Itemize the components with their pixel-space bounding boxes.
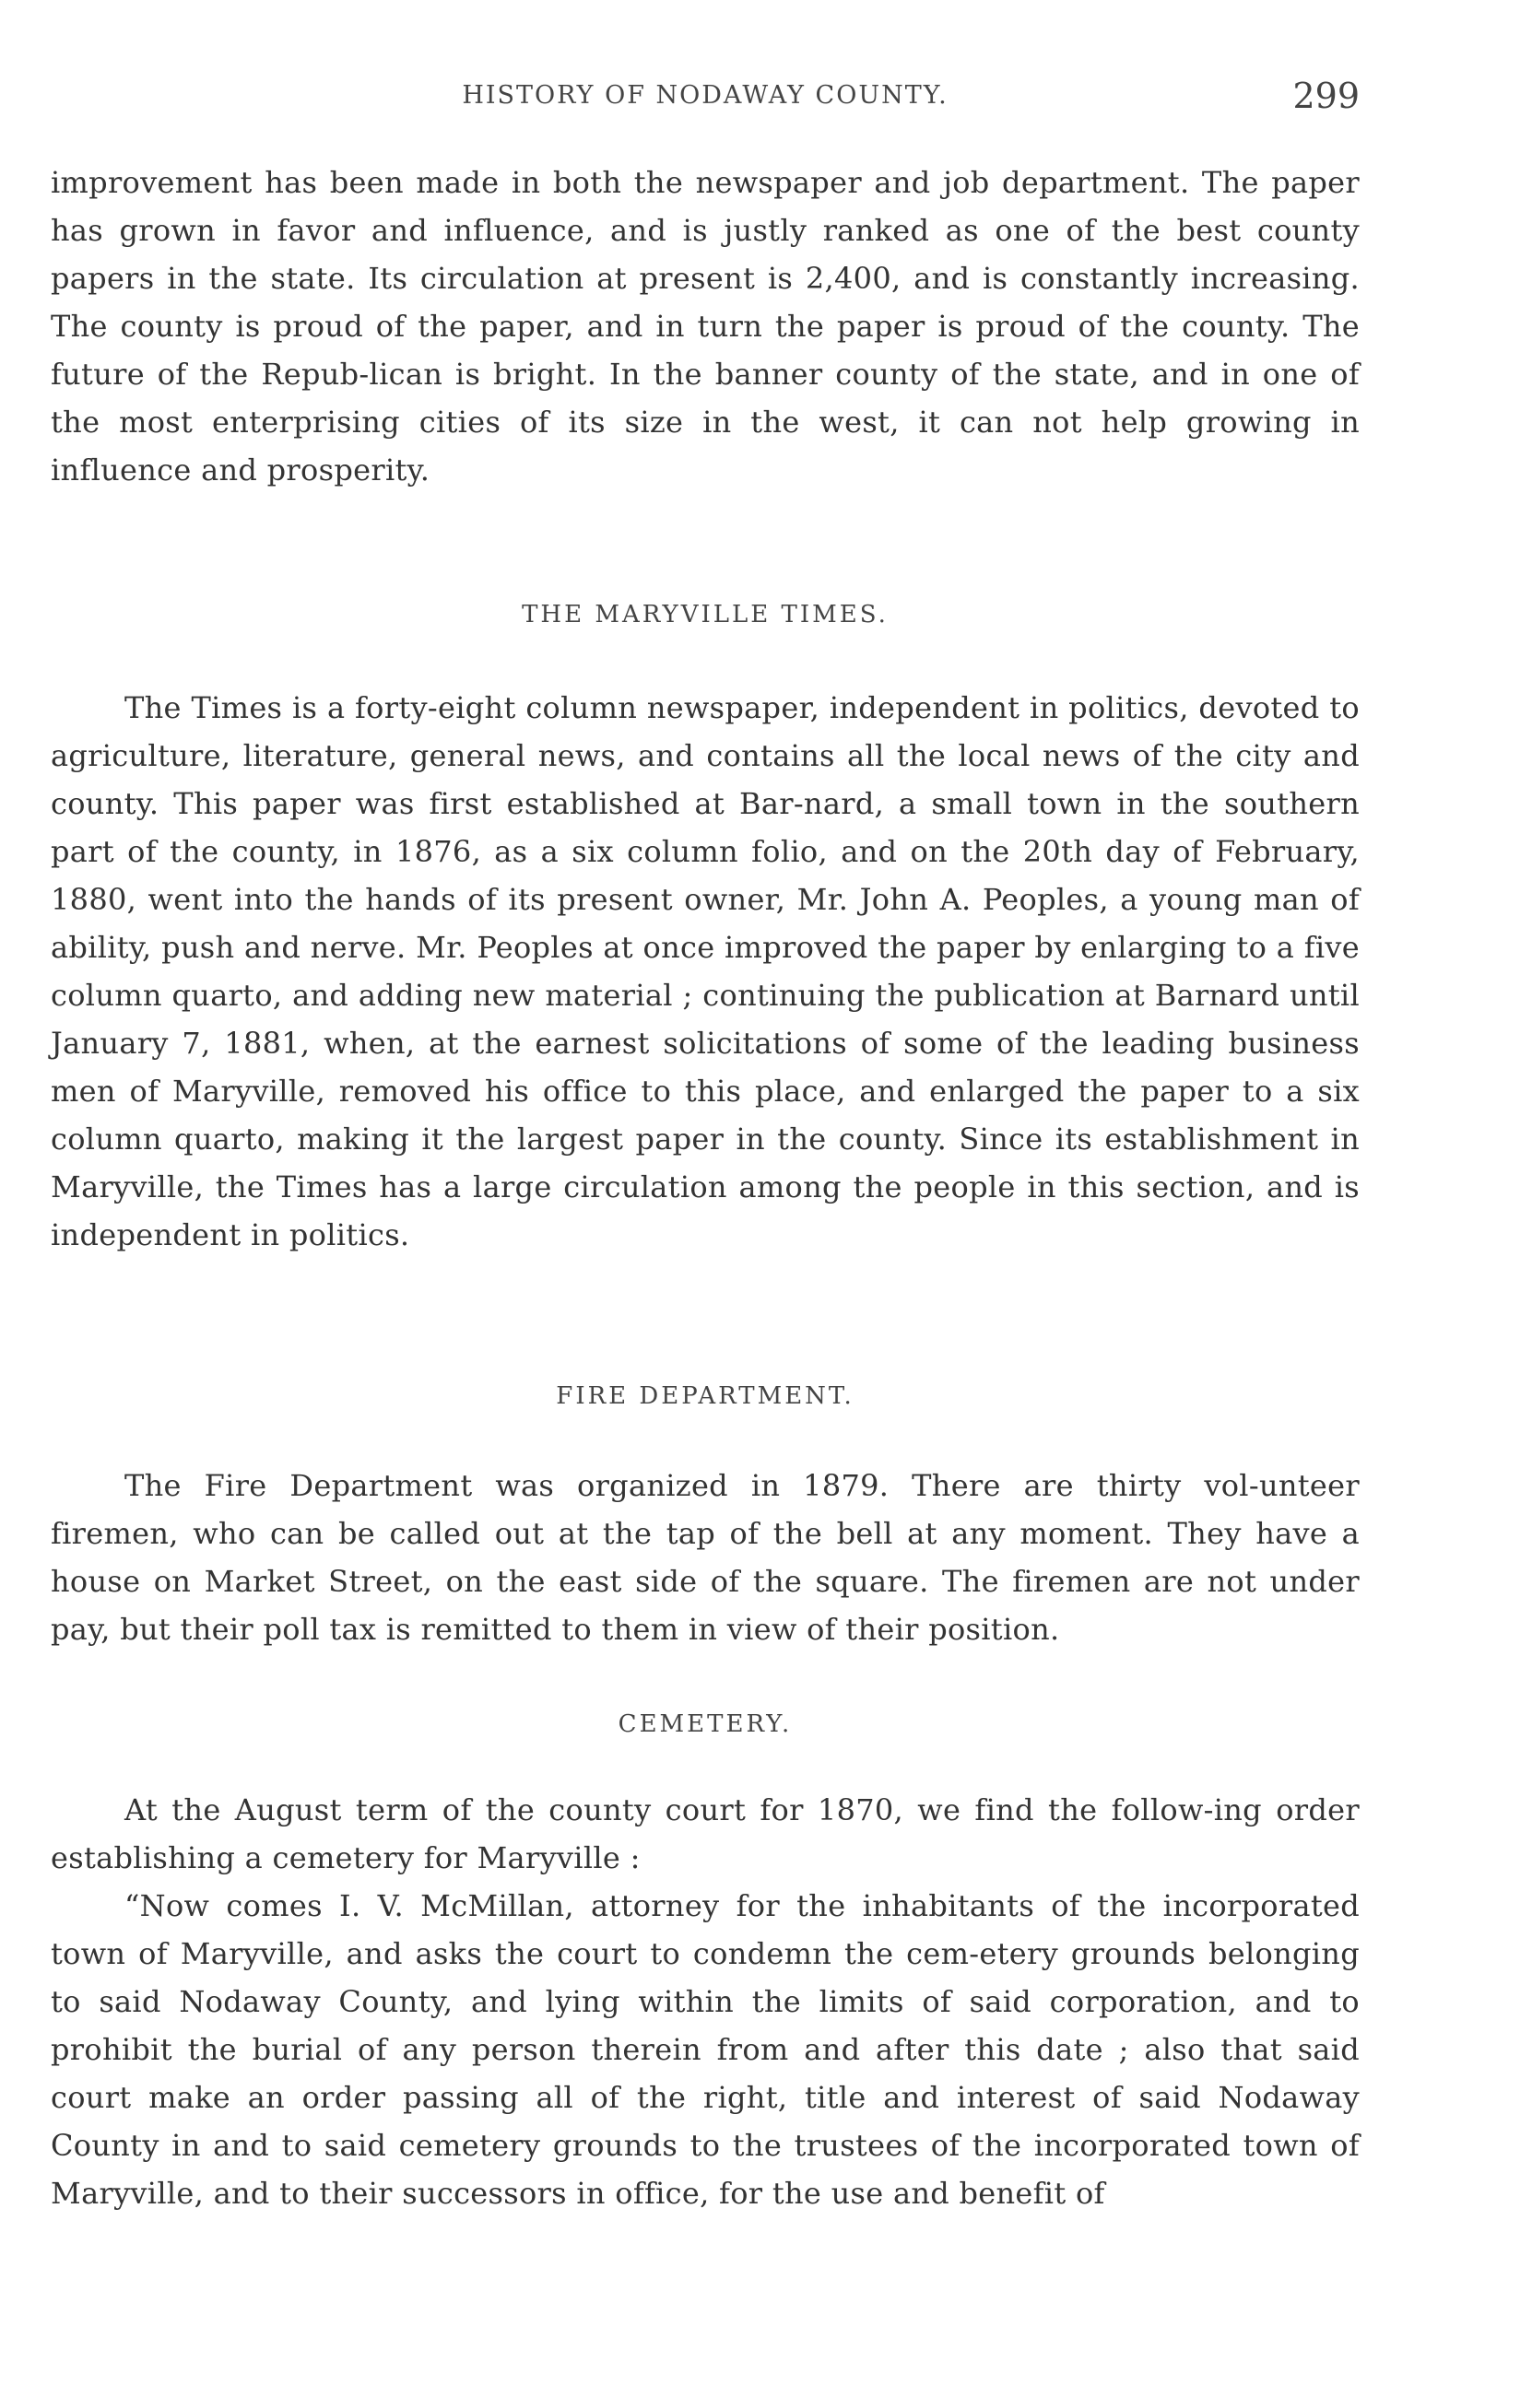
- paragraph-cemetery-intro: At the August term of the county court for 1870, we find the follow-ing order establishing a cemetery for Maryville :: [51, 1792, 1360, 1875]
- section-intro: [51, 159, 1360, 494]
- running-head: [51, 76, 1360, 122]
- paragraph-maryville-times: The Times is a forty-eight column newspaper, independent in politics, devoted to agriculture, literature, general news, and contains all the local news of the city and county. This paper was first established at Bar-nard, a small town in the southern part of the county, in 1876, as a six column folio, and on the 20th day of February, 1880, went into the hands of its present owner, Mr. John A. Peoples, a young man of ability, push and nerve. Mr. Peoples at once improved the paper by enlarging to a five column quarto, and adding new material ; continuing the publication at Barnard until January 7, 1881, when, at the earnest solicitations of some of the leading business men of Maryville, removed his office to this place, and enlarged the paper to a six column quarto, making it the largest paper in the county. Since its establishment in Maryville, the Times has a large circulation among the people in this section, and is independent in politics.: [51, 690, 1360, 1252]
- heading-maryville-times: THE MARYVILLE TIMES.: [522, 601, 889, 628]
- section-maryville-times: [51, 684, 1360, 1259]
- paragraph-cemetery-order: “Now comes I. V. McMillan, attorney for the inhabitants of the incorporated town of Maryville, and asks the court to condemn the cem-etery grounds belonging to said Nodaway County, and lying within the limits of said corporation, and to prohibit the burial of any person therein from and after this date ; also that said court make an order passing all of the right, title and interest of said Nodaway County in and to said cemetery grounds to the trustees of the incorporated town of Maryville, and to their successors in office, for the use and benefit of: [51, 1888, 1360, 2211]
- page-number: 299: [1292, 76, 1360, 116]
- section-cemetery: [51, 1786, 1360, 2217]
- paragraph-fire-department: The Fire Department was organized in 1879. There are thirty vol-unteer firemen, who can be called out at the tap of the bell at any moment. They have a house on Market Street, on the east side of the square. The firemen are not under pay, but their poll tax is remitted to them in view of their position.: [51, 1468, 1360, 1647]
- running-title: HISTORY OF NODAWAY COUNTY.: [462, 81, 949, 110]
- paragraph-republican-continued: improvement has been made in both the newspaper and job department. The paper has grown in favor and influence, and is justly ranked as one of the best county papers in the state. Its circulation at present is 2,400, and is constantly increasing. The county is proud of the paper, and in turn the paper is proud of the county. The future of the Repub-lican is bright. In the banner county of the state, and in one of the most enterprising cities of its size in the west, it can not help growing in influence and prosperity.: [51, 165, 1360, 487]
- heading-cemetery: CEMETERY.: [618, 1710, 793, 1738]
- heading-fire-department: FIRE DEPARTMENT.: [556, 1382, 854, 1410]
- section-fire-department: [51, 1462, 1360, 1653]
